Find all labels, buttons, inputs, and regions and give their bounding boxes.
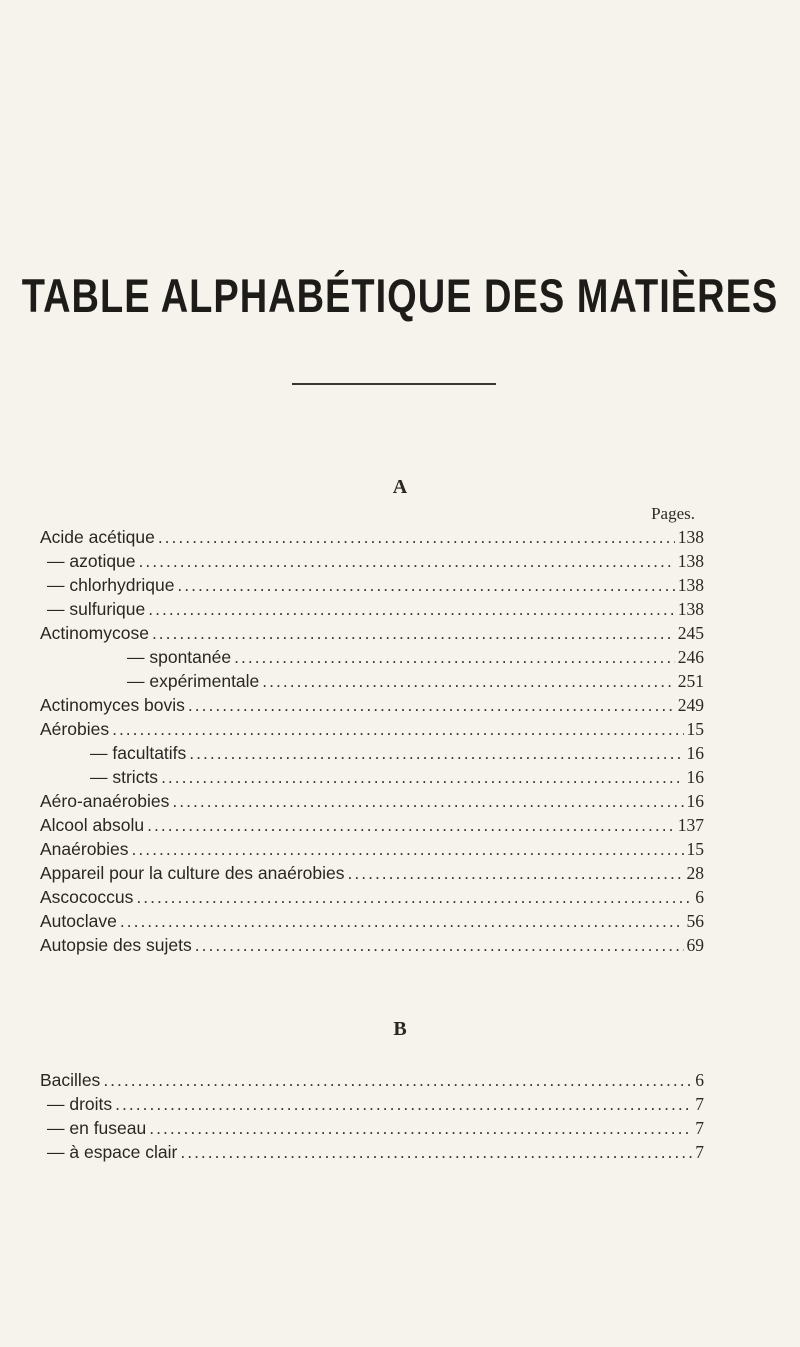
index-entry bbox=[40, 861, 704, 885]
entry-label: — facultatifs bbox=[90, 743, 187, 763]
entry-page: 6 bbox=[695, 887, 704, 907]
index-entry bbox=[40, 621, 704, 645]
index-entry bbox=[127, 645, 704, 669]
dot-leader bbox=[177, 573, 674, 597]
index-entry bbox=[90, 765, 704, 789]
section-letter-b: B bbox=[393, 1018, 407, 1040]
entry-page: 138 bbox=[677, 575, 704, 595]
dot-leader bbox=[149, 1116, 692, 1140]
entry-page: 69 bbox=[686, 935, 704, 955]
index-entry bbox=[47, 597, 704, 621]
entry-page: 138 bbox=[677, 599, 704, 619]
entry-page: 15 bbox=[686, 719, 704, 739]
entry-label: Actinomyces bovis bbox=[40, 695, 185, 715]
entry-label: — chlorhydrique bbox=[47, 575, 175, 595]
entry-label: — à espace clair bbox=[47, 1142, 178, 1162]
entry-label: — azotique bbox=[47, 551, 136, 571]
title-divider bbox=[292, 383, 496, 385]
dot-leader bbox=[103, 1068, 692, 1092]
entry-label: Autopsie des sujets bbox=[40, 935, 192, 955]
dot-leader bbox=[132, 837, 684, 861]
index-entry bbox=[40, 693, 704, 717]
section-letter-a: A bbox=[392, 476, 408, 498]
entry-page: 16 bbox=[686, 767, 704, 787]
entry-page: 7 bbox=[695, 1094, 704, 1114]
entry-label: Bacilles bbox=[40, 1070, 101, 1090]
dot-leader bbox=[136, 885, 692, 909]
dot-leader bbox=[234, 645, 675, 669]
index-entry bbox=[40, 837, 704, 861]
index-entry bbox=[47, 1116, 704, 1140]
dot-leader bbox=[195, 933, 684, 957]
page-title: TABLE ALPHABÉTIQUE DES MATIÈRES bbox=[21, 270, 779, 324]
dot-leader bbox=[158, 525, 675, 549]
index-entry bbox=[47, 1140, 704, 1164]
entry-label: Anaérobies bbox=[40, 839, 129, 859]
index-entry bbox=[90, 741, 704, 765]
pages-column-header: Pages. bbox=[651, 504, 695, 523]
entry-page: 7 bbox=[695, 1142, 704, 1162]
dot-leader bbox=[189, 741, 683, 765]
entry-label: Acide acétique bbox=[40, 527, 155, 547]
entry-label: — expérimentale bbox=[127, 671, 260, 691]
entry-label: Aéro-anaérobies bbox=[40, 791, 170, 811]
entry-page: 138 bbox=[677, 551, 704, 571]
dot-leader bbox=[148, 597, 675, 621]
dot-leader bbox=[172, 789, 683, 813]
entry-label: Ascococcus bbox=[40, 887, 134, 907]
index-entry bbox=[47, 549, 704, 573]
entry-page: 15 bbox=[686, 839, 704, 859]
entry-page: 246 bbox=[677, 647, 704, 667]
index-entry bbox=[47, 573, 704, 597]
index-entry bbox=[127, 669, 704, 693]
entry-page: 137 bbox=[677, 815, 704, 835]
dot-leader bbox=[112, 717, 683, 741]
entry-page: 249 bbox=[677, 695, 704, 715]
entry-page: 245 bbox=[677, 623, 704, 643]
dot-leader bbox=[152, 621, 675, 645]
entry-page: 6 bbox=[695, 1070, 704, 1090]
index-entry bbox=[40, 909, 704, 933]
entry-page: 16 bbox=[686, 791, 704, 811]
entry-label: — en fuseau bbox=[47, 1118, 147, 1138]
index-entry bbox=[40, 717, 704, 741]
entry-label: Autoclave bbox=[40, 911, 117, 931]
dot-leader bbox=[120, 909, 684, 933]
entry-label: — droits bbox=[47, 1094, 113, 1114]
entry-label: Appareil pour la culture des anaérobies bbox=[40, 863, 345, 883]
index-entry bbox=[40, 813, 704, 837]
index-entry bbox=[47, 1092, 704, 1116]
dot-leader bbox=[139, 549, 675, 573]
dot-leader bbox=[348, 861, 684, 885]
entry-label: Actinomycose bbox=[40, 623, 149, 643]
index-entry bbox=[40, 789, 704, 813]
index-entry bbox=[40, 1068, 704, 1092]
dot-leader bbox=[188, 693, 675, 717]
dot-leader bbox=[115, 1092, 692, 1116]
entry-label: — stricts bbox=[90, 767, 159, 787]
index-entry bbox=[40, 885, 704, 909]
entry-page: 56 bbox=[686, 911, 704, 931]
entry-page: 28 bbox=[686, 863, 704, 883]
index-entry bbox=[40, 525, 704, 549]
dot-leader bbox=[161, 765, 683, 789]
dot-leader bbox=[147, 813, 675, 837]
entry-page: 251 bbox=[677, 671, 704, 691]
dot-leader bbox=[262, 669, 674, 693]
entry-page: 138 bbox=[677, 527, 704, 547]
index-entry bbox=[40, 933, 704, 957]
entry-label: Alcool absolu bbox=[40, 815, 145, 835]
dot-leader bbox=[180, 1140, 692, 1164]
entry-label: — sulfurique bbox=[47, 599, 146, 619]
entry-label: — spontanée bbox=[127, 647, 232, 667]
entry-page: 7 bbox=[695, 1118, 704, 1138]
entry-label: Aérobies bbox=[40, 719, 110, 739]
entry-page: 16 bbox=[686, 743, 704, 763]
